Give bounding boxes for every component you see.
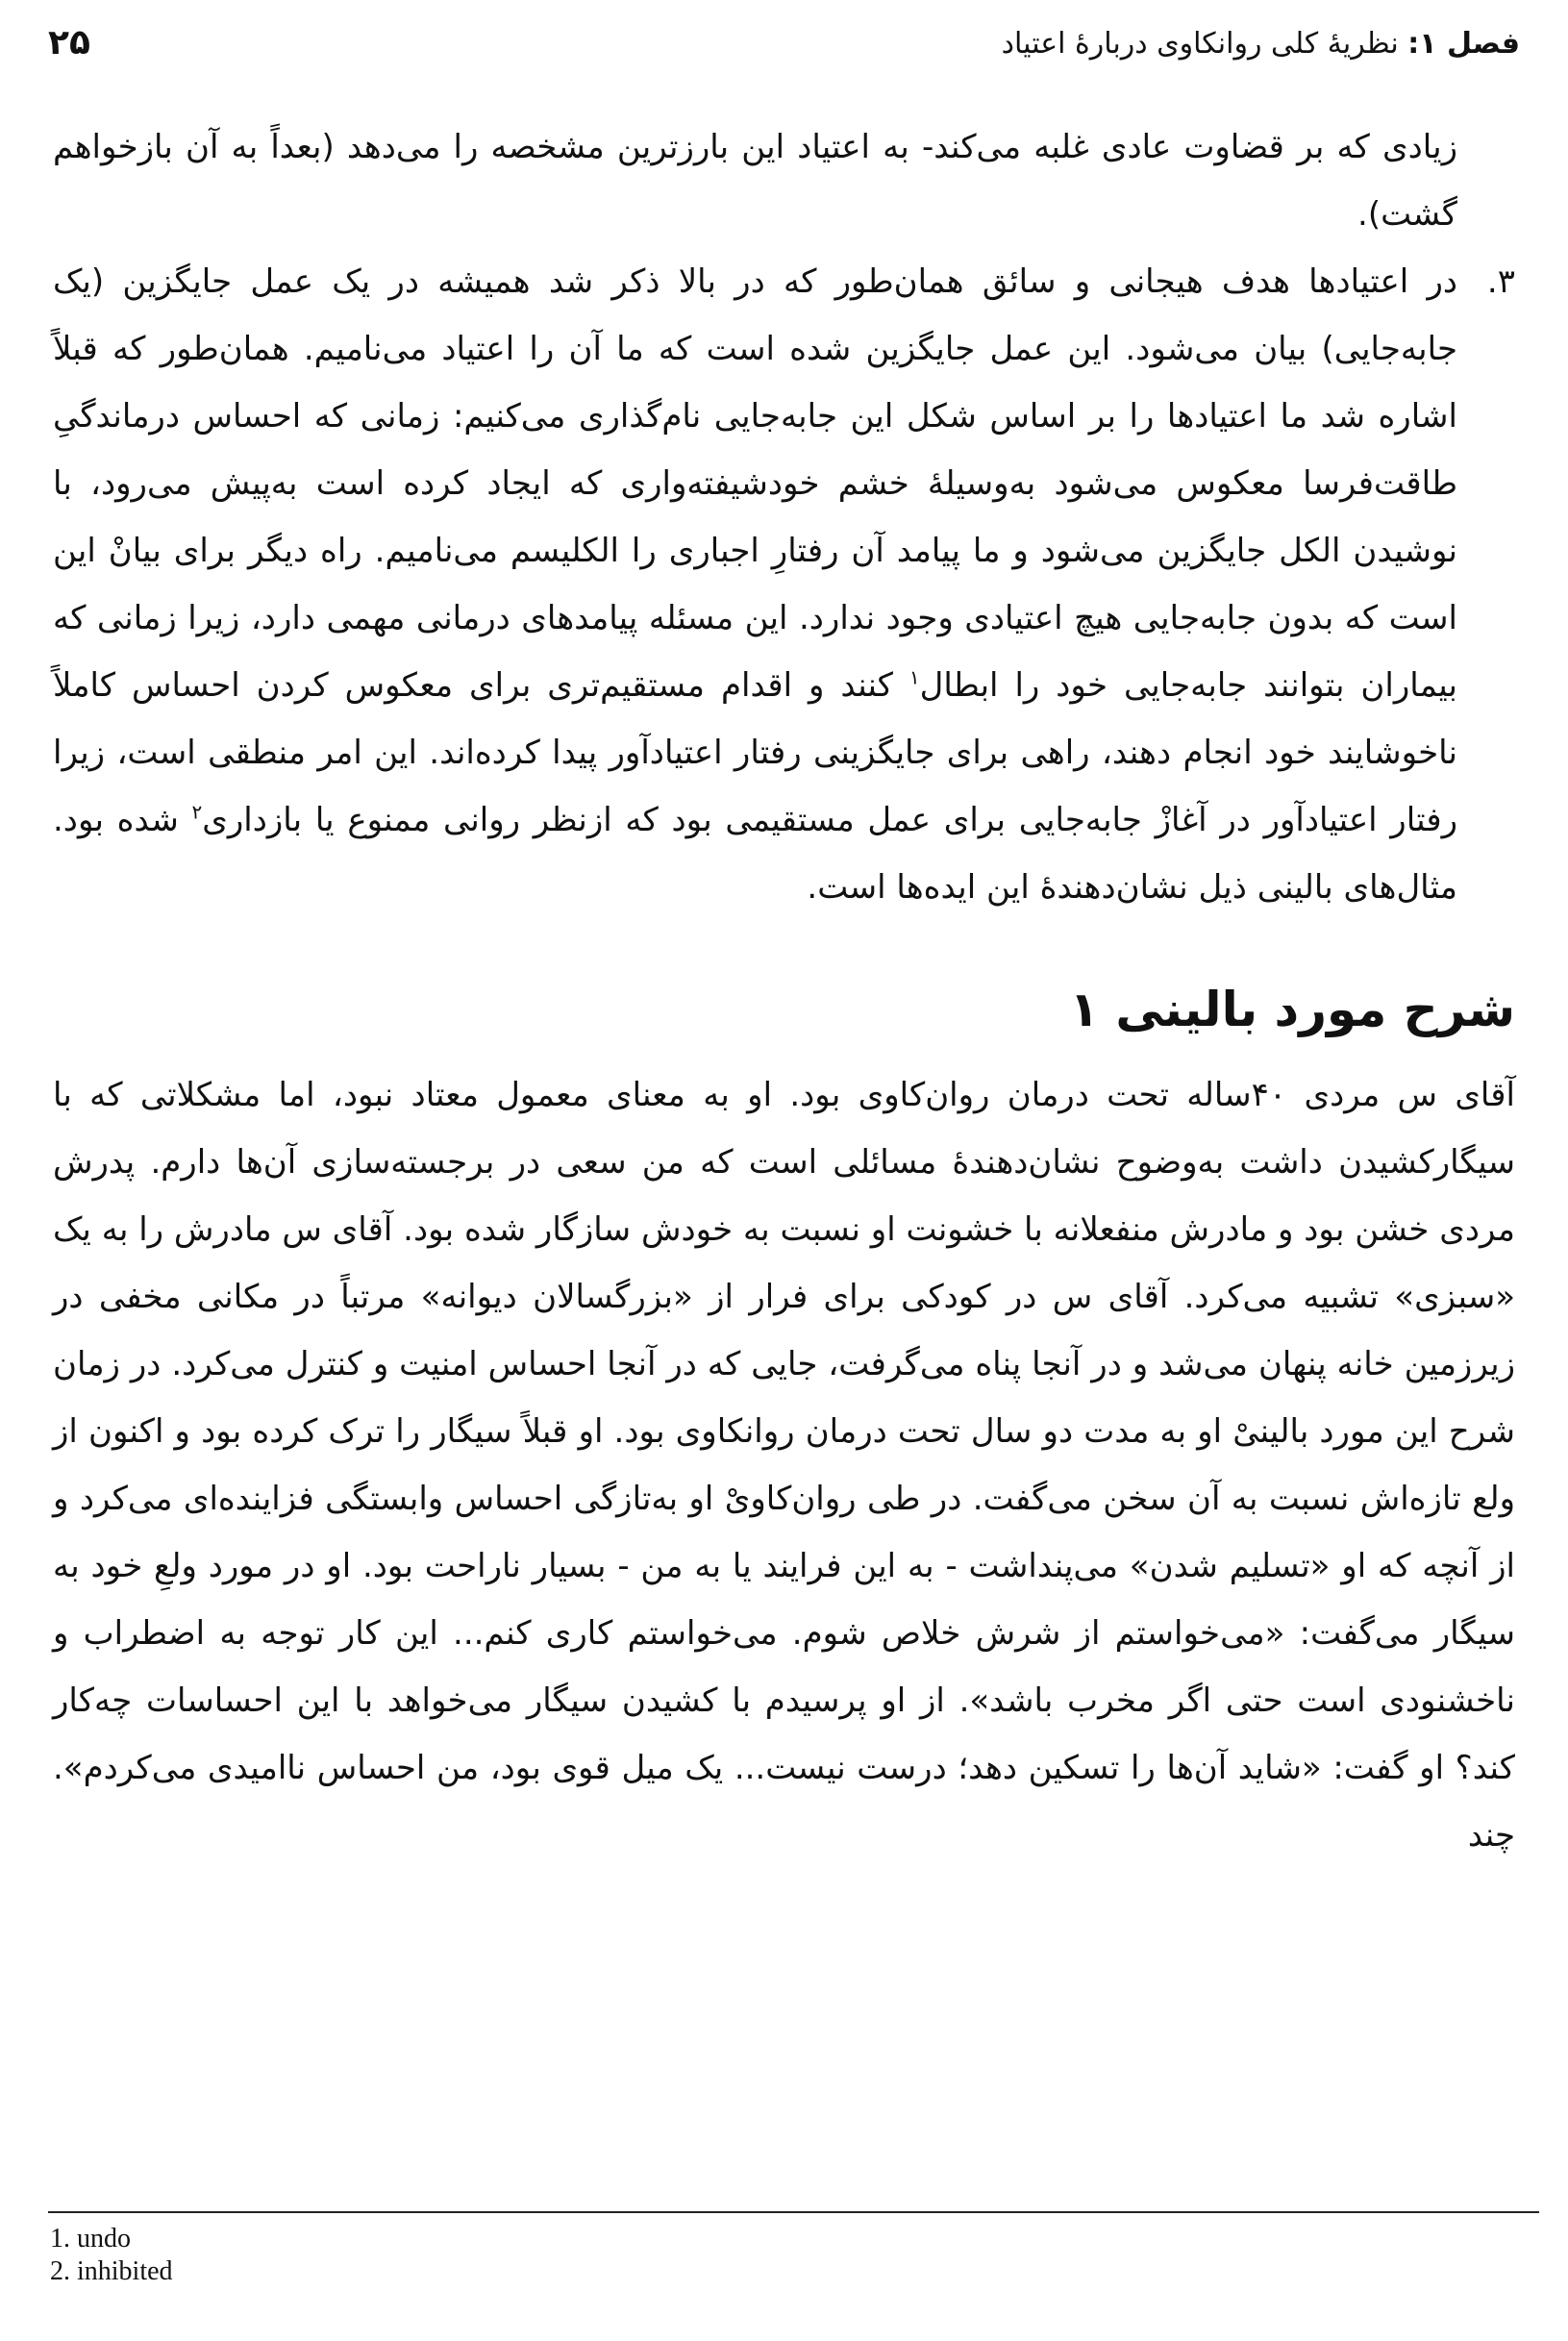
footnote-divider [48, 2211, 1539, 2213]
continuation-paragraph: زیادی که بر قضاوت عادی غلبه می‌کند- به اعتیاد این بارزترین مشخصه را می‌دهد (بعداً به آن بازخواهم گشت). [53, 128, 1457, 234]
paragraph-text: در اعتیادها هدف هیجانی و سائق همان‌طور که در بالا ذکر شد همیشه در یک عمل جایگزین (یک جابه‌جایی) بیان می‌شود. این عمل جایگزین شده است که ما آن را اعتیاد می‌نامیم. همان‌طور که قبلاً اشاره شد ما اعتیادها را بر اساس شکل این جابه‌جایی نام‌گذاری می‌کنیم: زمانی که احساس درماندگیِ طاقت‌فرسا معکوس می‌شود به‌وسیلهٔ خشم خودشیفته‌واری که ایجاد کرده است به‌پیش می‌رود، با نوشیدن الکل جایگزین می‌شود و ما پیامد آن رفتارِ اجباری را الکلیسم می‌نامیم. راه دیگر برای بیانْ این است که بدون جابه‌جایی هیچ اعتیادی وجود ندارد. این مسئله پیامدهای درمانی مهمی دارد، زیرا زمانی که بیماران بتوانند جابه‌جایی خود را ابطال [53, 262, 1457, 705]
main-text [53, 113, 1515, 1869]
footnote-ref-1: ۱ [908, 665, 920, 689]
list-number: ۳. [1486, 262, 1515, 301]
footnote-1: 1. undo [50, 2224, 131, 2254]
chapter-heading [1002, 27, 1520, 61]
page-number: ۲۵ [48, 23, 90, 62]
chapter-label: فصل ۱: [1407, 27, 1520, 61]
paragraph-text: کنند و اقدام مستقیم‌تری برای معکوس کردن احساس کاملاً ناخوشایند خود انجام دهند، راهی برای جایگزینی رفتار اعتیادآور پیدا کرده‌اند. این امر منطقی است، زیرا رفتار اعتیادآور در آغازْ جابه‌جایی برای عمل مستقیمی بود که ازنظر روانی ممنوع یا بازداری [53, 666, 1458, 839]
section-heading: شرح مورد بالینی ۱ [1069, 982, 1515, 1037]
case-report-paragraph: آقای س مردی ۴۰ساله تحت درمان روان‌کاوی بود. او به معنای معمول معتاد نبود، اما مشکلاتی که با سیگارکشیدن داشت به‌وضوح نشان‌دهندهٔ مسائلی است که من سعی در برجسته‌سازی آن‌ها دارم. پدرش مردی خشن بود و مادرش منفعلانه با خشونت او نسبت به خودش سازگار شده بود. آقای س مادرش را به یک «سبزی» تشبیه می‌کرد. آقای س در کودکی برای فرار از «بزرگسالان دیوانه» مرتباً در مکانی مخفی در زیرزمین خانه پنهان می‌شد و در آنجا پناه می‌گرفت، جایی که در آنجا احساس امنیت و کنترل می‌کرد. در زمان شرح این مورد بالینیْ او به مدت دو سال تحت درمان روانکاوی بود. او قبلاً سیگار را ترک کرده بود و اکنون از ولع تازه‌اش نسبت به آن سخن می‌گفت. در طی روان‌کاویْ او به‌تازگی احساس وابستگی فزاینده‌ای می‌کرد و از آنچه که او «تسلیم شدن» می‌پنداشت - به این فرایند یا به من - بسیار ناراحت بود. او در مورد ولعِ خود به سیگار می‌گفت: «می‌خواستم از شرش خلاص شوم. می‌خواستم کاری کنم... این کار توجه به اضطراب و ناخشنودی است حتی اگر مخرب باشد». از او پرسیدم با کشیدن سیگار می‌خواهد با این احساسات چه‌کار کند؟ او گفت: «شاید آن‌ها را تسکین دهد؛ درست نیست... یک میل قوی بود، من احساس ناامیدی می‌کردم». چند [53, 1076, 1515, 1855]
paragraph-text: شده بود. مثال‌های بالینی ذیل نشان‌دهندهٔ این ایده‌ها است. [53, 801, 1457, 907]
running-header [48, 21, 1520, 79]
footnote-2: 2. inhibited [50, 2256, 173, 2286]
chapter-title: نظریهٔ کلی روانکاوی دربارهٔ اعتیاد [1001, 27, 1399, 61]
footnote-ref-2: ۲ [191, 800, 203, 824]
footnotes [50, 2223, 173, 2288]
numbered-paragraph-3 [53, 248, 1515, 921]
